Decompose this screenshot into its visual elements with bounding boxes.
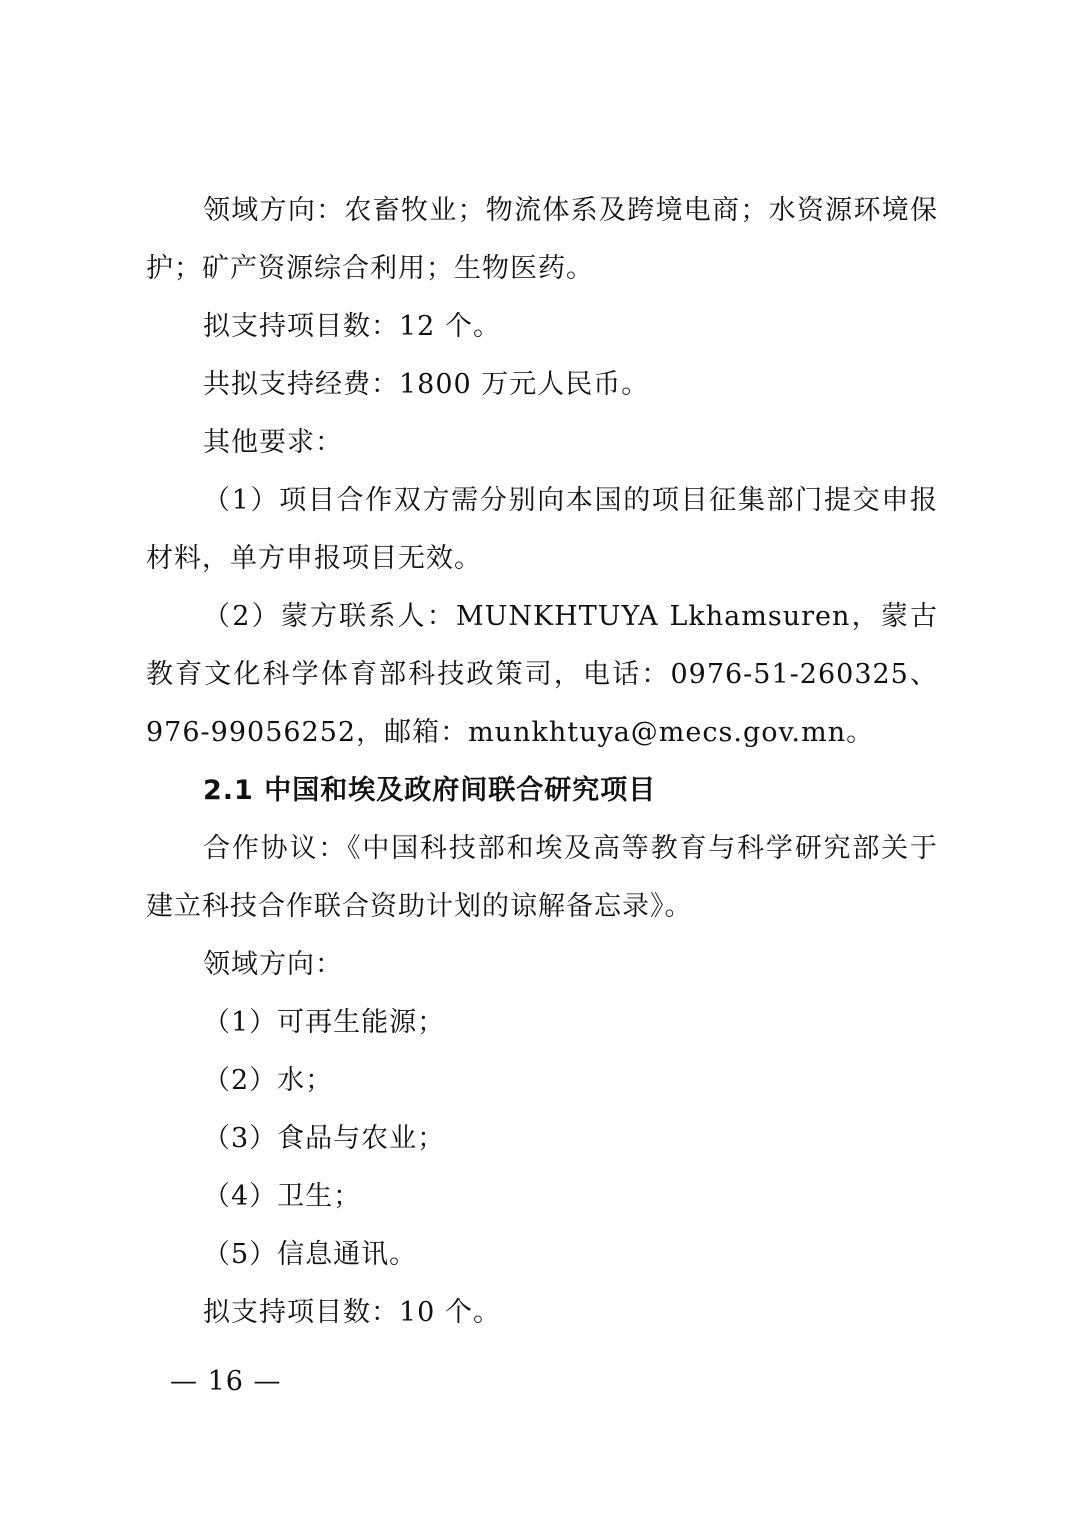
page-number: — 16 —	[170, 1366, 282, 1397]
paragraph-project-count: 拟支持项目数：12 个。	[203, 311, 501, 342]
paragraph-project-count-2: 拟支持项目数：10 个。	[203, 1297, 501, 1328]
paragraph-funding: 共拟支持经费：1800 万元人民币。	[203, 369, 650, 400]
list-item: （5）信息通讯。	[203, 1239, 418, 1270]
paragraph-other-requirements: 其他要求：	[203, 427, 343, 458]
list-item: （4）卫生；	[203, 1181, 362, 1212]
document-body	[146, 182, 938, 1342]
list-item: （1）可再生能源；	[203, 1007, 446, 1038]
paragraph-field-direction-heading: 领域方向：	[203, 949, 343, 980]
list-item: （2）水；	[203, 1065, 334, 1096]
section-heading: 2.1 中国和埃及政府间联合研究项目	[203, 775, 657, 806]
paragraph-field-direction: 领域方向：农畜牧业；物流体系及跨境电商；水资源环境保护；矿产资源综合利用；生物医药。	[146, 195, 938, 284]
list-item: （3）食品与农业；	[203, 1123, 446, 1154]
paragraph-requirement-1: （1）项目合作双方需分别向本国的项目征集部门提交申报材料，单方申报项目无效。	[146, 485, 938, 574]
paragraph-requirement-2: （2）蒙方联系人：MUNKHTUYA Lkhamsuren，蒙古教育文化科学体育部科技政策司，电话：0976-51-260325、976-99056252，邮箱：munkhtuya@mecs.gov.mn。	[146, 601, 938, 748]
paragraph-agreement: 合作协议：《中国科技部和埃及高等教育与科学研究部关于建立科技合作联合资助计划的谅解备忘录》。	[146, 833, 938, 922]
